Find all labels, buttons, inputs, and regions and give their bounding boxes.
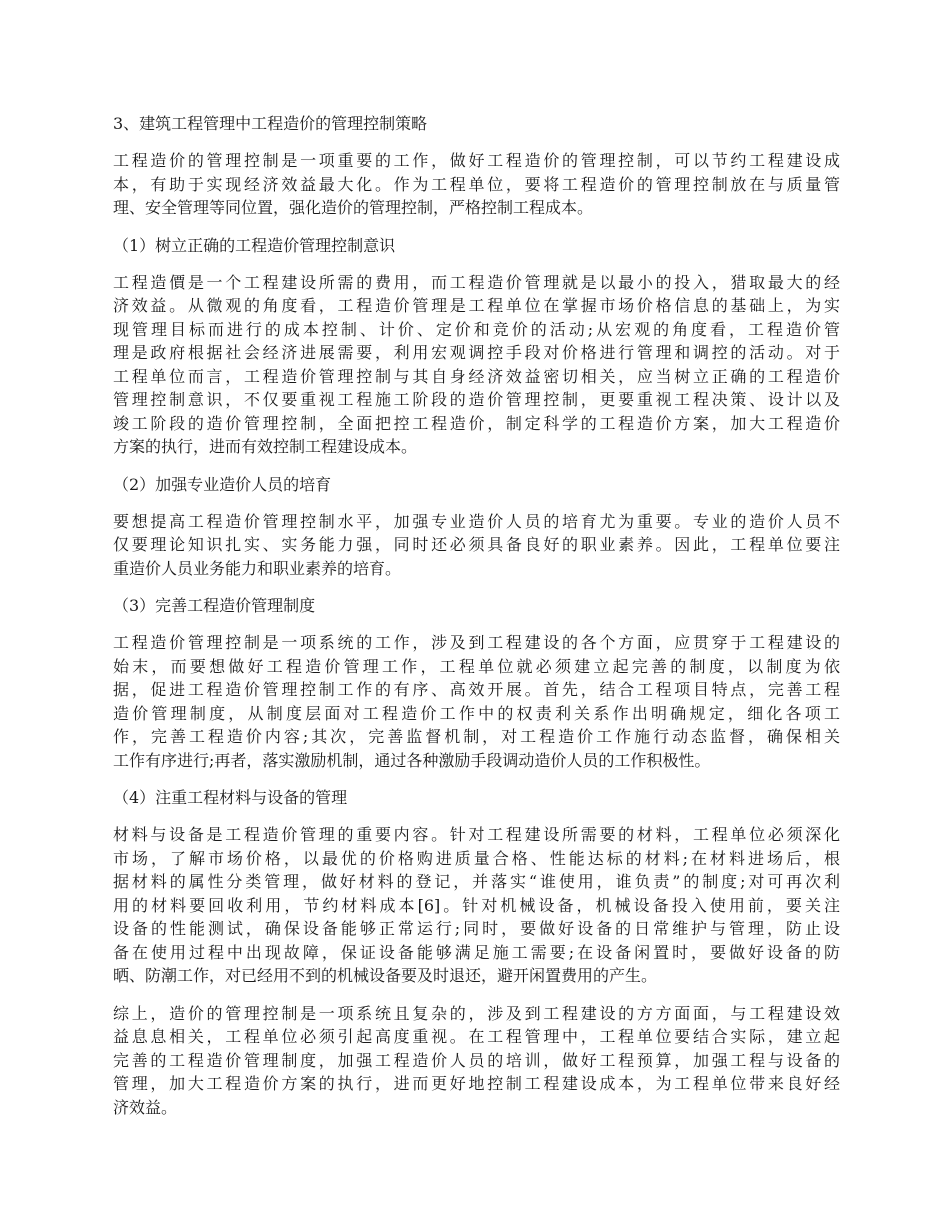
text-line: 始末，而要想做好工程造价管理工作，工程单位就必须建立起完善的制度，以制度为依 [113,656,840,676]
subsection-heading-2: （2）加强专业造价人员的培育 [113,474,332,494]
text-line: 据材料的属性分类管理，做好材料的登记，并落实“谁使用，谁负责”的制度;对可再次利 [113,872,840,891]
text-line: 竣工阶段的造价管理控制，全面把控工程造价，制定科学的工程造价方案，加大工程造价 [113,413,840,433]
section-heading: 3、建筑工程管理中工程造价的管理控制策略 [113,114,428,133]
text-line: 本，有助于实现经济效益最大化。作为工程单位，要将工程造价的管理控制放在与质量管 [113,174,840,194]
text-line: 管理控制意识，不仅要重视工程施工阶段的造价管理控制，更要重视工程决策、设计以及 [113,390,840,409]
paragraph-system [113,631,840,772]
text-line: 工程造價是一个工程建设所需的费用，而工程造价管理就是以最小的投入，猎取最大的经 [113,272,840,292]
paragraph-conclusion [113,1002,840,1120]
text-line: 重造价人员业务能力和职业素养的培育。 [113,558,402,578]
text-line: 方案的执行，进而有效控制工程建设成本。 [113,437,418,456]
text-line: 作，完善工程造价内容;其次，完善监督机制，对工程造价工作施行动态监督，确保相关 [113,727,840,746]
text-line: 材料与设备是工程造价管理的重要内容。针对工程建设所需要的材料，工程单位必须深化 [113,825,840,844]
text-line: 现管理目标而进行的成本控制、计价、定价和竞价的活动;从宏观的角度看，工程造价管 [113,319,840,339]
text-line: 晒、防潮工作，对已经用不到的机械设备要及时退还，避开闲置费用的产生。 [113,966,658,985]
text-line: 工程单位而言，工程造价管理控制与其自身经济效益密切相关，应当树立正确的工程造价 [113,366,840,386]
text-line: 要想提高工程造价管理控制水平，加强专业造价人员的培育尤为重要。专业的造价人员不 [113,511,840,531]
text-line: 据，促进工程造价管理控制工作的有序、高效开展。首先，结合工程项目特点，完善工程 [113,680,840,699]
text-line: 济效益。 [113,1097,178,1117]
text-line: 综上，造价的管理控制是一项系统且复杂的，涉及到工程建设的方方面面，与工程建设效 [113,1003,840,1023]
paragraph-awareness [113,271,840,459]
text-line: 益息息相关，工程单位必须引起高度重视。在工程管理中，工程单位要结合实际，建立起 [113,1027,840,1046]
document-body [113,112,840,1133]
text-line: 仅要理论知识扎实、实务能力强，同时还必须具备良好的职业素养。因此，工程单位要注 [113,535,840,554]
text-line: 工作有序进行;再者，落实激励机制，通过各种激励手段调动造价人员的工作积极性。 [113,750,711,770]
text-line: 管理，加大工程造价方案的执行，进而更好地控制工程建设成本，为工程单位带来良好经 [113,1074,840,1093]
subsection-heading-1: （1）树立正确的工程造价管理控制意识 [113,235,396,255]
text-line: 市场，了解市场价格，以最优的价格购进质量合格、性能达标的材料;在材料进场后，根 [113,848,840,868]
text-line: 完善的工程造价管理制度，加强工程造价人员的培训，做好工程预算，加强工程与设备的 [113,1050,840,1070]
paragraph-materials [113,823,840,988]
text-line: 理、安全管理等同位置，强化造价的管理控制，严格控制工程成本。 [113,198,594,217]
text-line: 设备的性能测试，确保设备能够正常运行;同时，要做好设备的日常维护与管理，防止设 [113,919,840,938]
text-line: 备在使用过程中出现故障，保证设备能够满足施工需要;在设备闲置时，要做好设备的防 [113,942,840,962]
subsection-heading-3: （3）完善工程造价管理制度 [113,596,316,615]
subsection-heading-4: （4）注重工程材料与设备的管理 [113,788,348,807]
paragraph-training [113,510,840,581]
text-line: 工程造价管理控制是一项系统的工作，涉及到工程建设的各个方面，应贯穿于工程建设的 [113,633,840,652]
text-line: 济效益。从微观的角度看，工程造价管理是工程单位在掌握市场价格信息的基础上，为实 [113,296,840,315]
text-line: 用的材料要回收利用，节约材料成本[6]。针对机械设备，机械设备投入使用前，要关注 [113,895,840,915]
text-line: 造价管理制度，从制度层面对工程造价工作中的权责利关系作出明确规定，细化各项工 [113,703,840,723]
paragraph-intro [113,149,840,220]
text-line: 理是政府根据社会经济进展需要，利用宏观调控手段对价格进行管理和调控的活动。对于 [113,343,840,362]
text-line: 工程造价的管理控制是一项重要的工作，做好工程造价的管理控制，可以节约工程建设成 [113,151,840,170]
